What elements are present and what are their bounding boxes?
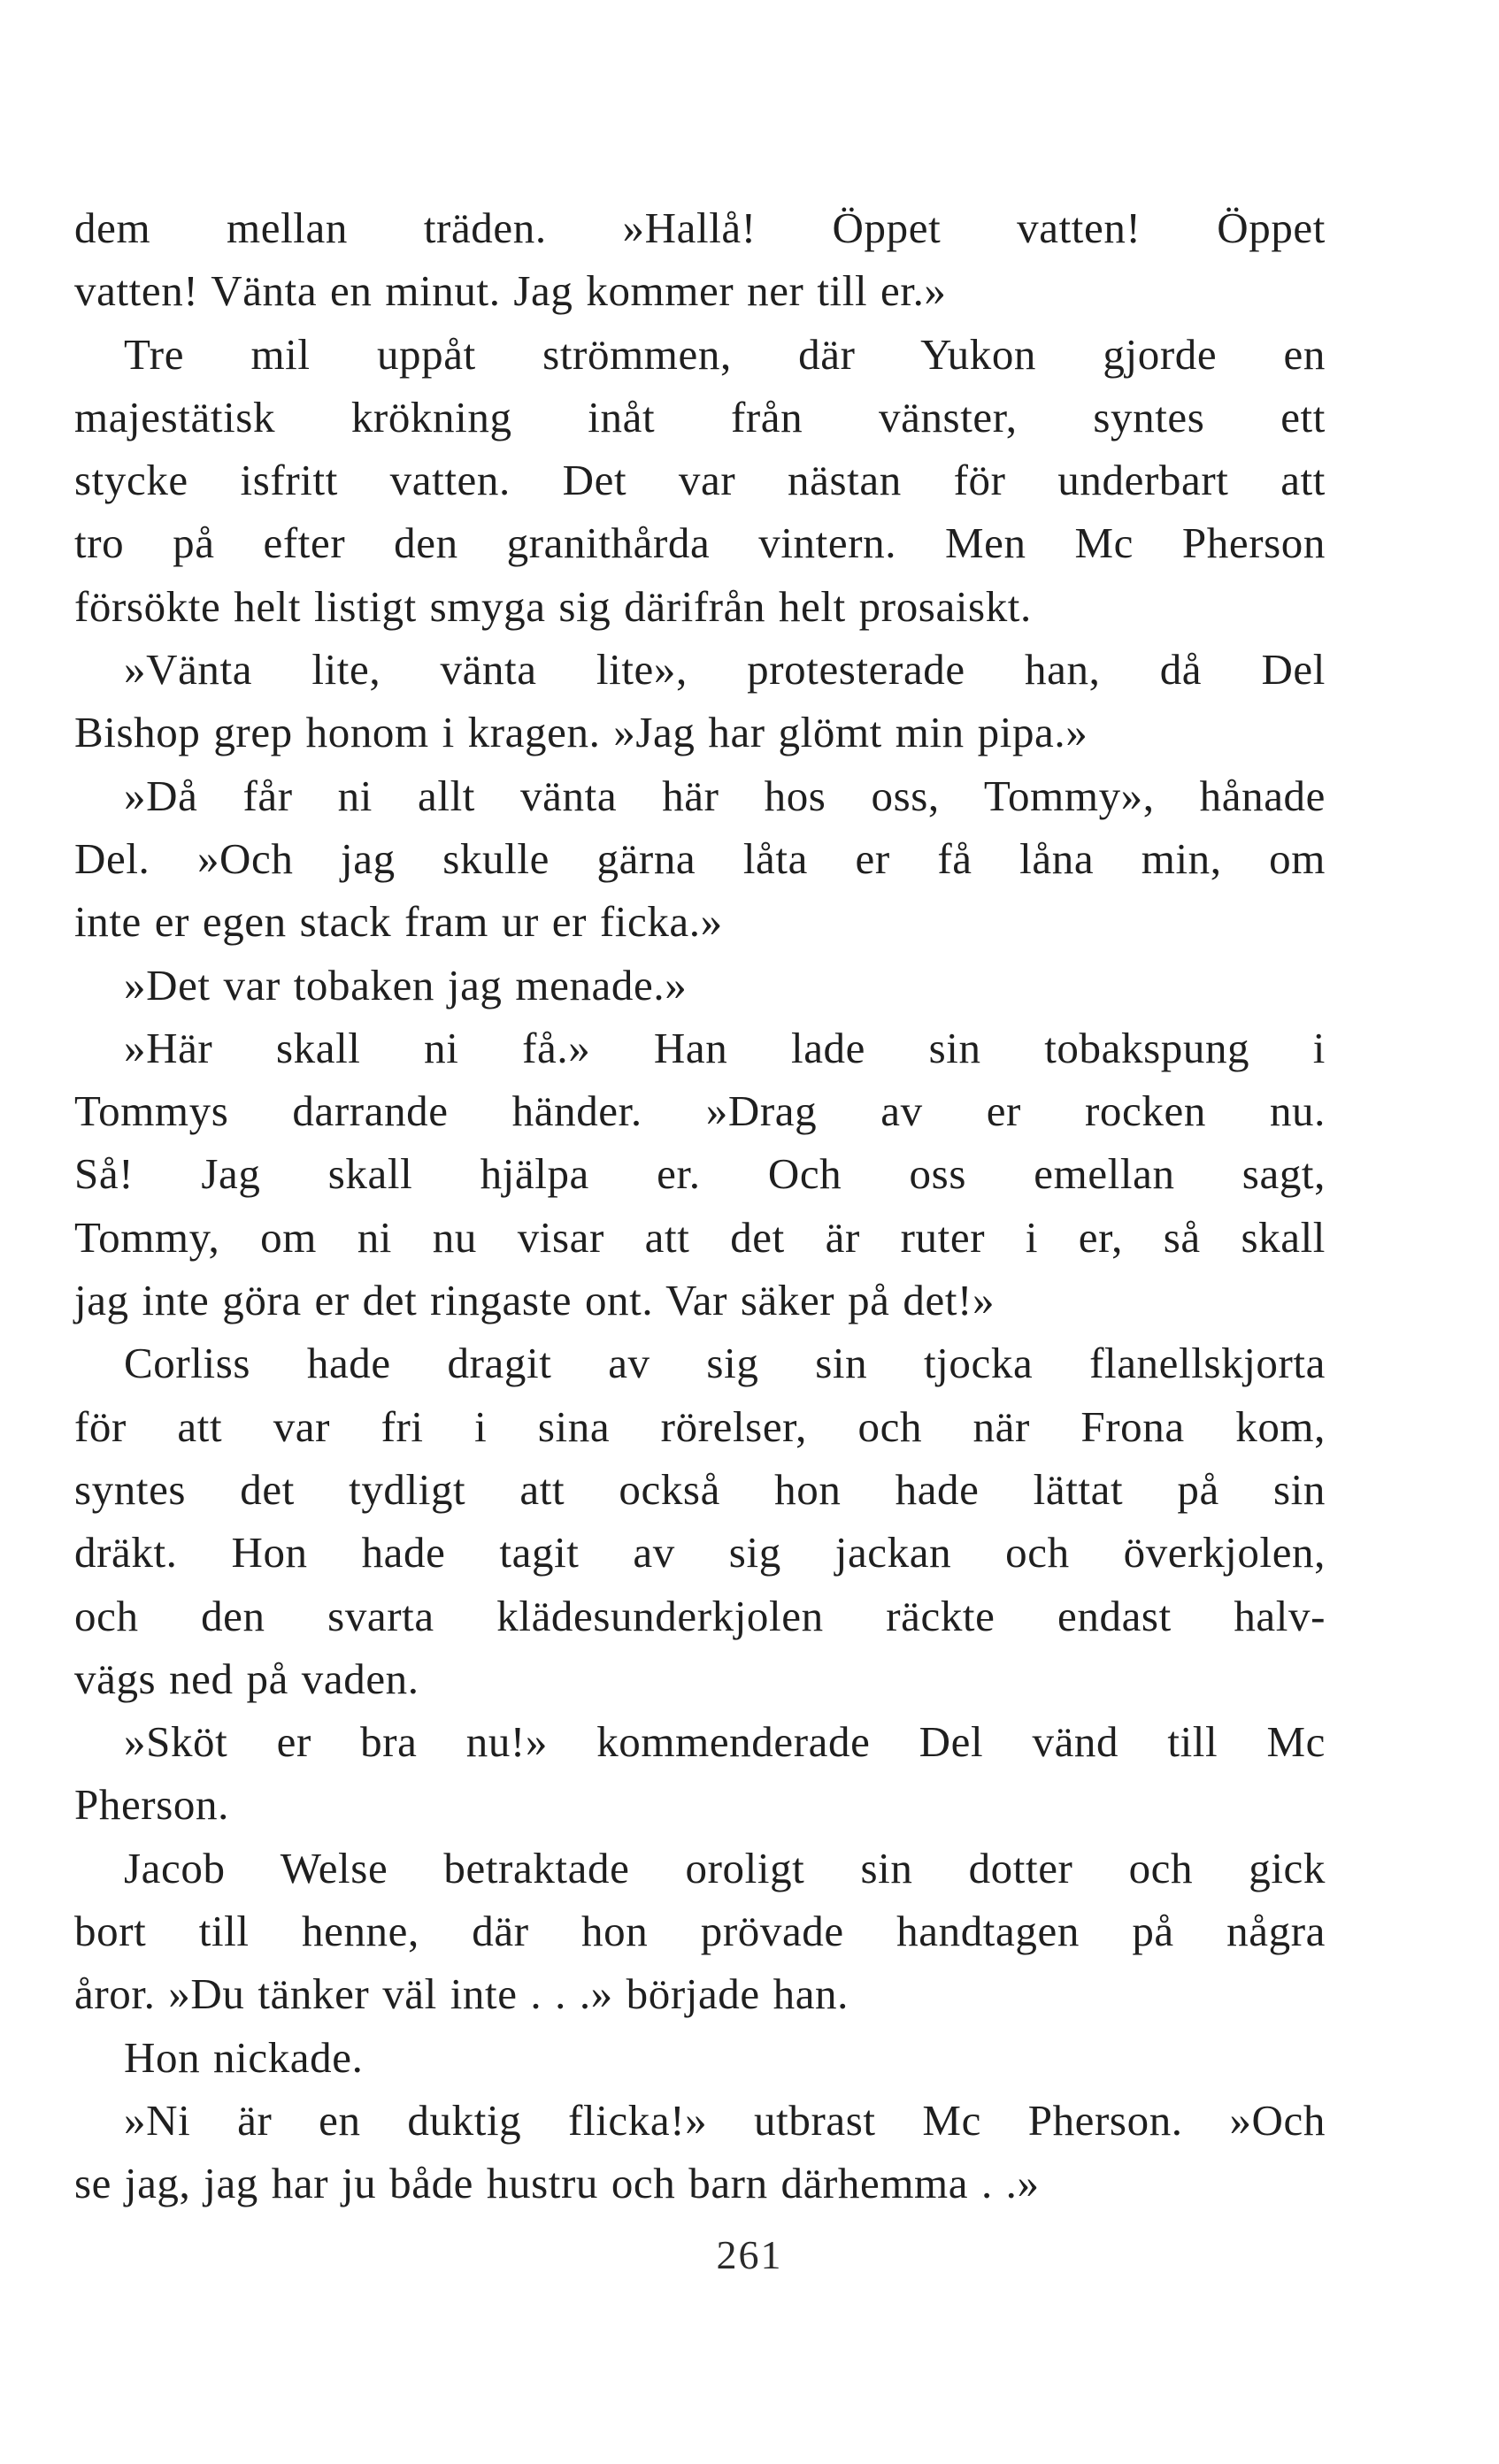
text-line: vatten! Vänta en minut. Jag kommer ner till er.» [74, 266, 947, 316]
text-line: »Vänta lite, vänta lite», protesterade han, då Del [124, 645, 1326, 695]
page-number: 261 [716, 2232, 783, 2277]
text-line: »Det var tobaken jag menade.» [124, 960, 688, 1009]
text-line: »Då får ni allt vänta här hos oss, Tommy», hånade [124, 771, 1326, 820]
text-line: Pherson. [74, 1780, 229, 1830]
text-line: Bishop grep honom i kragen. »Jag har glömt min pipa.» [74, 708, 1088, 757]
text-line: Så! Jag skall hjälpa er. Och oss emellan sagt, [74, 1149, 1326, 1199]
text-line: åror. »Du tänker väl inte . . .» började han. [74, 1969, 849, 2019]
text-line: Tommy, om ni nu visar att det är ruter i er, så skall [74, 1212, 1326, 1262]
text-line: »Här skall ni få.» Han lade sin tobakspung i [124, 1023, 1326, 1072]
text-line: Tommys darrande händer. »Drag av er rocken nu. [74, 1086, 1326, 1136]
text-line: och den svarta klädesunderkjolen räckte endast halv- [74, 1591, 1326, 1640]
text-line: »Sköt er bra nu!» kommenderade Del vänd till Mc [124, 1717, 1326, 1767]
text-line: jag inte göra er det ringaste ont. Var säker på det!» [74, 1276, 995, 1325]
text-line: se jag, jag har ju både hustru och barn därhemma . .» [74, 2159, 1040, 2208]
text-line: Hon nickade. [124, 2032, 364, 2082]
text-line: försökte helt listigt smyga sig därifrån helt prosaiskt. [74, 581, 1032, 631]
text-line: Tre mil uppåt strömmen, där Yukon gjorde en [124, 329, 1326, 379]
body-text [74, 196, 1326, 2215]
text-line: dem mellan träden. »Hallå! Öppet vatten! Öppet [74, 203, 1326, 252]
text-line: inte er egen stack fram ur er ficka.» [74, 897, 723, 947]
text-line: majestätisk krökning inåt från vänster, syntes ett [74, 392, 1326, 441]
text-line: dräkt. Hon hade tagit av sig jackan och överkjolen, [74, 1528, 1326, 1577]
text-line: syntes det tydligt att också hon hade lättat på sin [74, 1464, 1326, 1514]
text-line: för att var fri i sina rörelser, och när Frona kom, [74, 1401, 1326, 1451]
text-line: Jacob Welse betraktade oroligt sin dotter och gick [124, 1843, 1326, 1892]
text-line: Corliss hade dragit av sig sin tjocka flanellskjorta [124, 1339, 1326, 1388]
text-line: Del. »Och jag skulle gärna låta er få låna min, om [74, 833, 1326, 883]
text-line: vägs ned på vaden. [74, 1654, 419, 1703]
text-line: tro på efter den granithårda vintern. Men Mc Pherson [74, 518, 1326, 568]
text-line: bort till henne, där hon prövade handtagen på några [74, 1907, 1326, 1956]
text-line: »Ni är en duktig flicka!» utbrast Mc Pherson. »Och [124, 2095, 1326, 2145]
text-line: stycke isfritt vatten. Det var nästan för underbart att [74, 456, 1326, 505]
